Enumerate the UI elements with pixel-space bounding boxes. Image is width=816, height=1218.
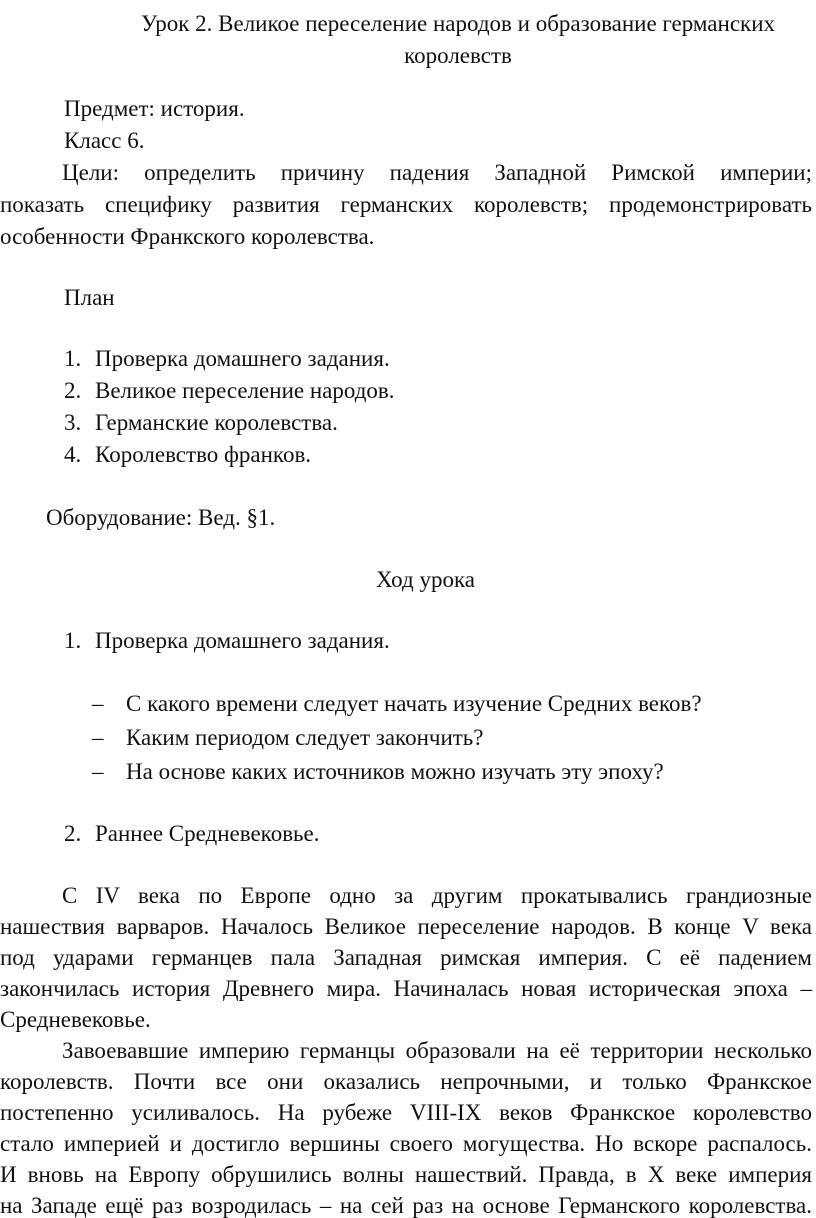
goals-line-3: особенности Франкского королевства.: [0, 224, 375, 249]
section-number: 1.: [64, 628, 82, 653]
goals-line-2: показать специфику развития германских королевств; продемонстрировать: [0, 192, 812, 217]
plan-item-number: 1.: [64, 346, 82, 371]
section-title: Раннее Средневековье.: [95, 821, 320, 846]
section-number: 2.: [64, 821, 82, 846]
plan-item-text: Королевство франков.: [95, 442, 312, 467]
plan-item-number: 2.: [64, 378, 82, 403]
paragraph-line: королевств. Почти все они оказались непрочными, и только Франкское: [0, 1069, 812, 1094]
dash-bullet: –: [92, 725, 104, 750]
paragraph-line: С IV века по Европе одно за другим прокатывались грандиозные: [62, 883, 812, 908]
paragraph-line: стало империей и достигло вершины своего могущества. Но вскоре распалось.: [0, 1131, 812, 1156]
question-text: На основе каких источников можно изучать эту эпоху?: [126, 759, 664, 784]
paragraph-line: на Западе ещё раз возродилась – на сей раз на основе Германского королевства.: [0, 1193, 812, 1218]
plan-item-text: Проверка домашнего задания.: [95, 346, 390, 371]
paragraph-line: нашествия варваров. Началось Великое переселение народов. В конце V века: [0, 914, 812, 939]
question-text: С какого времени следует начать изучение Средних веков?: [126, 691, 702, 716]
dash-bullet: –: [92, 759, 104, 784]
question-text: Каким периодом следует закончить?: [126, 725, 484, 750]
dash-bullet: –: [92, 691, 104, 716]
plan-item-number: 4.: [64, 442, 82, 467]
plan-item-number: 3.: [64, 410, 82, 435]
paragraph-line: постепенно усиливалось. На рубеже VIII-IX веков Франкское королевство: [0, 1100, 812, 1125]
plan-item-text: Великое переселение народов.: [95, 378, 395, 403]
section-title: Проверка домашнего задания.: [95, 628, 390, 653]
lesson-heading: Ход урока: [376, 567, 475, 592]
paragraph-line: И вновь на Европу обрушились волны нашествий. Правда, в X веке империя: [0, 1162, 812, 1187]
grade-line: Класс 6.: [64, 128, 145, 153]
lesson-title: Урок 2. Великое переселение народов и образование германских королевств: [140, 11, 776, 68]
subject-line: Предмет: история.: [64, 96, 245, 121]
equipment-line: Оборудование: Вед. §1.: [46, 505, 276, 530]
plan-item-text: Германские королевства.: [95, 410, 338, 435]
goals-line-1: Цели: определить причину падения Западной Римской империи;: [62, 160, 812, 185]
paragraph-line: закончилась история Древнего мира. Начиналась новая историческая эпоха –: [0, 976, 812, 1001]
paragraph-line: Завоевавшие империю германцы образовали на её территории несколько: [62, 1038, 812, 1063]
paragraph-line: под ударами германцев пала Западная римская империя. С её падением: [0, 945, 812, 970]
plan-heading: План: [64, 285, 115, 310]
paragraph-line: Средневековье.: [0, 1007, 151, 1032]
